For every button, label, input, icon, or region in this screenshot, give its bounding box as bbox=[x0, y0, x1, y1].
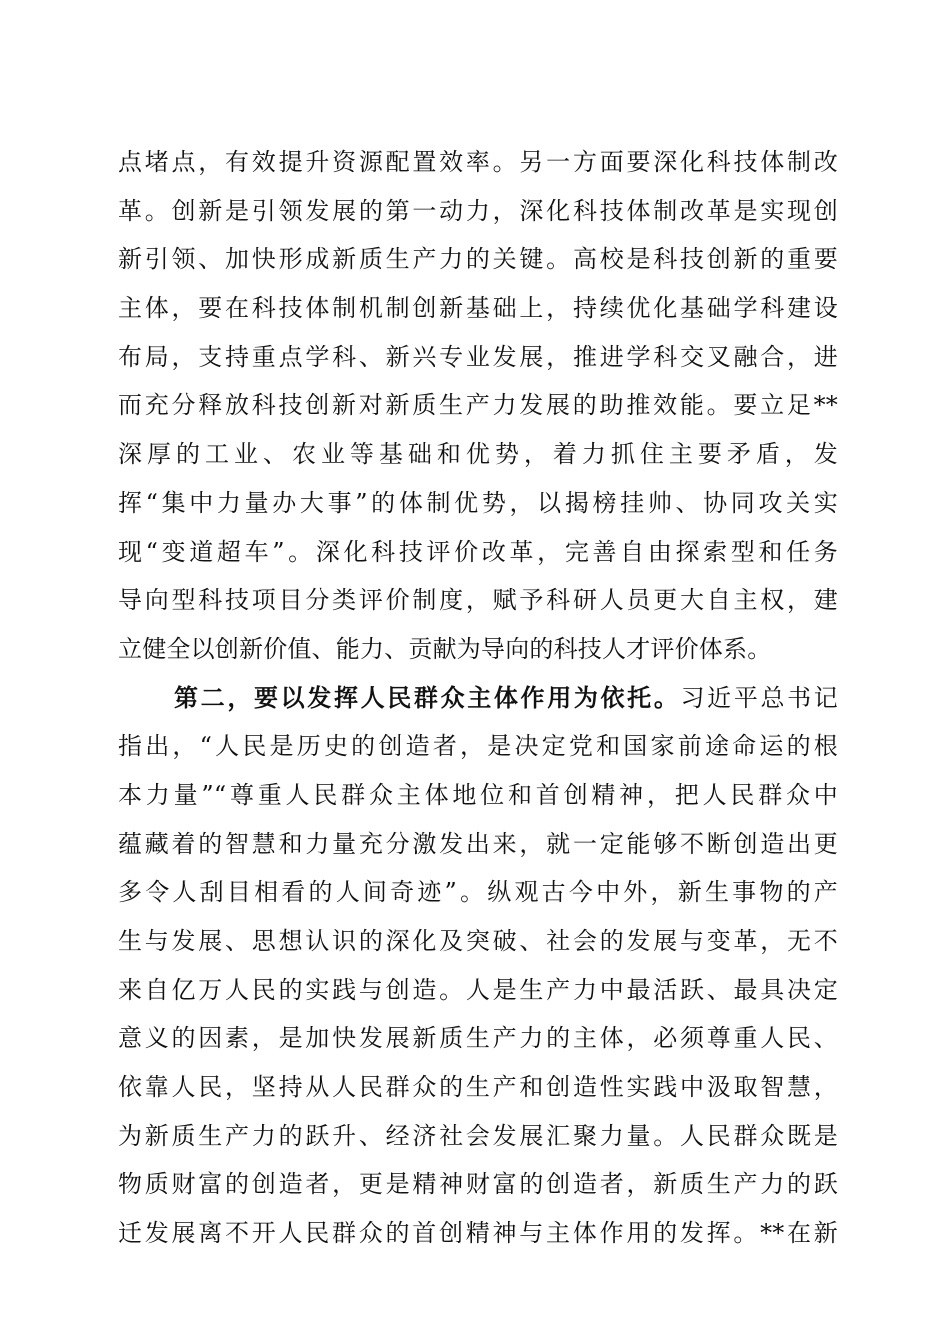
text-line: 物质财富的创造者，更是精神财富的创造者，新质生产力的跃 bbox=[118, 1170, 838, 1199]
text-line: 点堵点，有效提升资源配置效率。另一方面要深化科技体制改 bbox=[118, 148, 838, 176]
text-line: 布局，支持重点学科、新兴专业发展，推进学科交叉融合，进 bbox=[118, 342, 838, 371]
text-span: 习近平总书记 bbox=[680, 683, 838, 712]
text-line: 多令人刮目相看的人间奇迹”。纵观古今中外，新生事物的产 bbox=[118, 878, 838, 907]
text-line: 而充分释放科技创新对新质生产力发展的助推效能。要立足** bbox=[118, 391, 838, 420]
text-line: 主体，要在科技体制机制创新基础上，持续优化基础学科建设 bbox=[118, 294, 838, 323]
text-line: 导向型科技项目分类评价制度，赋予科研人员更大自主权，建 bbox=[118, 586, 838, 615]
text-line: 现“变道超车”。深化科技评价改革，完善自由探索型和任务 bbox=[118, 537, 838, 566]
text-line: 来自亿万人民的实践与创造。人是生产力中最活跃、最具决定 bbox=[118, 975, 838, 1004]
text-line: 本力量”“尊重人民群众主体地位和首创精神，把人民群众中 bbox=[118, 780, 838, 809]
text-line: 蕴藏着的智慧和力量充分激发出来，就一定能够不断创造出更 bbox=[118, 829, 838, 858]
text-line: 挥“集中力量办大事”的体制优势，以揭榜挂帅、协同攻关实 bbox=[118, 488, 838, 517]
text-line: 深厚的工业、农业等基础和优势，着力抓住主要矛盾，发 bbox=[118, 440, 838, 469]
text-line: 为新质生产力的跃升、经济社会发展汇聚力量。人民群众既是 bbox=[118, 1121, 838, 1150]
text-line: 生与发展、思想认识的深化及突破、社会的发展与变革，无不 bbox=[118, 927, 838, 955]
section-heading: 第二，要以发挥人民群众主体作用为依托。 bbox=[174, 682, 681, 712]
text-line: 迁发展离不开人民群众的首创精神与主体作用的发挥。**在新 bbox=[118, 1219, 838, 1248]
text-line: 立健全以创新价值、能力、贡献为导向的科技人才评价体系。 bbox=[118, 634, 772, 663]
text-line: 革。创新是引领发展的第一动力，深化科技体制改革是实现创 bbox=[118, 196, 838, 225]
text-line: 新引领、加快形成新质生产力的关键。高校是科技创新的重要 bbox=[118, 245, 838, 274]
text-line: 指出，“人民是历史的创造者，是决定党和国家前途命运的根 bbox=[118, 732, 838, 761]
text-line: 依靠人民，坚持从人民群众的生产和创造性实践中汲取智慧， bbox=[118, 1073, 838, 1102]
paragraph-heading-line bbox=[118, 674, 838, 723]
text-line: 意义的因素，是加快发展新质生产力的主体，必须尊重人民、 bbox=[118, 1024, 838, 1053]
document-body bbox=[118, 138, 838, 1258]
